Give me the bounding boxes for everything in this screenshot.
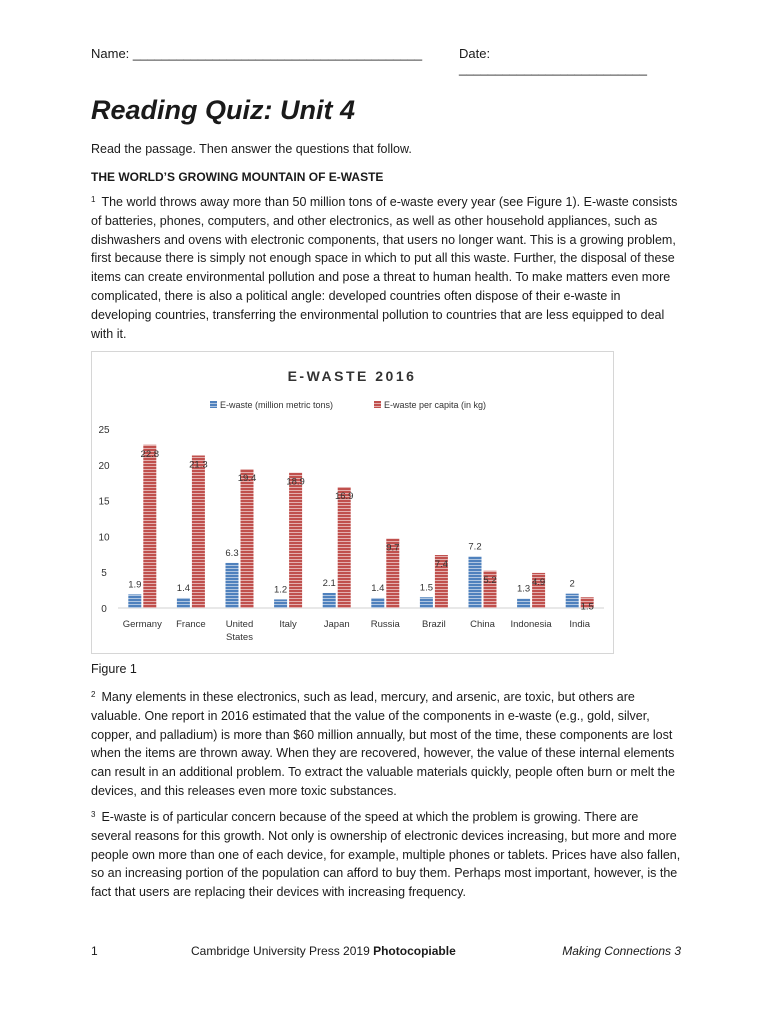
paragraph-text: E-waste is of particular concern because of the speed at which the problem is growing. There are several reasons for this growth. Not only is ownership of electronic devices increasing, but more and more people own more than one of each device, for example, multiple phones or tablets. Prices have also fallen, so an increasing portion of the population can afford to buy them. Perhaps most important, however, is the fact that users are replacing their devices with increasing frequency. xyxy=(91,810,681,900)
paragraph-number: 1 xyxy=(91,195,96,204)
publisher-name: Cambridge University Press 2019 xyxy=(191,944,370,958)
footer-publisher xyxy=(191,944,456,958)
x-tick-label-8: Indonesia xyxy=(510,619,552,630)
passage-title: THE WORLD’S GROWING MOUNTAIN OF E-WASTE xyxy=(91,170,384,184)
header-row xyxy=(91,46,681,76)
data-label-ewaste-5: 1.4 xyxy=(371,582,385,594)
bar-ewaste-2 xyxy=(226,563,239,608)
data-label-ewaste-2: 6.3 xyxy=(225,547,239,559)
x-tick-label-4: Japan xyxy=(323,619,350,630)
name-field-label: Name: ________________________________________ xyxy=(91,46,423,61)
ewaste-chart xyxy=(91,351,614,654)
data-label-ewaste-3: 1.2 xyxy=(273,584,288,596)
bar-ewaste-6 xyxy=(420,597,433,608)
x-tick-label-7: China xyxy=(470,619,495,630)
data-label-per-capita-5: 9.7 xyxy=(386,542,400,554)
x-tick-label-5: Russia xyxy=(370,619,400,630)
page-title: Reading Quiz: Unit 4 xyxy=(91,95,356,125)
bar-ewaste-7 xyxy=(469,556,482,608)
y-tick-label: 10 xyxy=(98,532,110,544)
bar-per-capita-3 xyxy=(289,473,302,608)
y-tick-label: 0 xyxy=(101,604,107,615)
data-label-per-capita-1: 21.3 xyxy=(189,459,208,471)
y-tick-label: 25 xyxy=(98,425,110,436)
photocopiable-label: Photocopiable xyxy=(373,944,456,958)
x-tick-label-9: India xyxy=(569,619,591,630)
data-label-per-capita-7: 5.2 xyxy=(483,574,497,586)
data-label-per-capita-9: 1.5 xyxy=(580,601,594,613)
x-tick-label-1: France xyxy=(176,619,206,630)
bar-ewaste-0 xyxy=(128,594,141,608)
paragraph-text: The world throws away more than 50 million tons of e-waste every year (see Figure 1). E-waste consists of batteries, phones, computers, and other electronics, as well as other household appliances, such as dishwashers and ovens with electronic components, that users no longer want. This is a growing problem, first because there is simply not enough space in which to put all this waste. Further, the disposal of these items can create environmental pollution and pose a threat to human health. To make matters even more complicated, there is also a political angle: developed countries often dispose of their e-waste in developing countries, transferring the environmental pollution to countries that are less equipped to deal with it. xyxy=(91,195,678,341)
footer-page-number: 1 xyxy=(91,944,98,958)
paragraph-1 xyxy=(91,193,681,343)
instructions: Read the passage. Then answer the questions that follow. xyxy=(91,142,412,156)
data-label-ewaste-7: 7.2 xyxy=(468,541,482,553)
figure-caption: Figure 1 xyxy=(91,662,137,676)
legend-label-1: E-waste per capita (in kg) xyxy=(384,400,487,410)
data-label-ewaste-6: 1.5 xyxy=(419,582,434,594)
chart-svg xyxy=(92,352,613,653)
bar-ewaste-9 xyxy=(566,594,579,608)
x-tick-label-6: Brazil xyxy=(422,619,446,630)
bar-ewaste-5 xyxy=(371,598,384,608)
legend-label-0: E-waste (million metric tons) xyxy=(220,400,334,410)
x-tick-label-3: Italy xyxy=(279,619,297,630)
footer xyxy=(91,944,681,960)
bar-per-capita-0 xyxy=(143,445,156,608)
paragraph-3 xyxy=(91,808,681,902)
bar-per-capita-2 xyxy=(241,469,254,608)
data-label-ewaste-9: 2 xyxy=(569,578,575,590)
chart-title: E-WASTE 2016 xyxy=(287,368,417,384)
data-label-ewaste-4: 2.1 xyxy=(322,577,336,589)
x-tick-label-0: Germany xyxy=(122,619,162,630)
bar-per-capita-4 xyxy=(338,487,351,608)
y-tick-label: 5 xyxy=(101,568,107,580)
paragraph-2 xyxy=(91,688,681,801)
data-label-per-capita-0: 22.8 xyxy=(140,448,160,460)
bar-ewaste-3 xyxy=(274,599,287,608)
data-label-per-capita-4: 16.9 xyxy=(334,490,354,502)
bar-per-capita-1 xyxy=(192,455,205,608)
paragraph-text: Many elements in these electronics, such as lead, mercury, and arsenic, are toxic, but others are valuable. One report in 2016 estimated that the value of the components in e-waste (e.g., gold, silver, copper, and palladium) is more than $60 million annually, but most of the time, these components are lost when the items are thrown away. When they are recovered, however, the value of these internal elements can result in an additional problem. To extract the valuable materials quickly, people often burn or melt the devices, and this releases even more toxic substances. xyxy=(91,690,675,798)
bar-ewaste-8 xyxy=(517,599,530,608)
x-tick-label-2: States xyxy=(226,632,253,643)
bar-ewaste-1 xyxy=(177,598,190,608)
data-label-ewaste-8: 1.3 xyxy=(516,583,531,595)
data-label-ewaste-0: 1.9 xyxy=(128,579,142,591)
paragraph-number: 2 xyxy=(91,690,96,699)
data-label-per-capita-3: 18.9 xyxy=(286,476,305,488)
x-tick-label-2: United xyxy=(225,619,254,630)
paragraph-number: 3 xyxy=(91,810,96,819)
bar-ewaste-4 xyxy=(323,593,336,608)
date-field-label: Date: __________________________ xyxy=(459,46,647,76)
y-tick-label: 15 xyxy=(98,496,110,508)
legend-swatch-0 xyxy=(210,401,217,408)
footer-book-title: Making Connections 3 xyxy=(562,944,681,958)
data-label-per-capita-2: 19.4 xyxy=(237,473,257,485)
data-label-per-capita-6: 7.4 xyxy=(434,559,449,571)
data-label-per-capita-8: 4.9 xyxy=(531,576,546,588)
y-tick-label: 20 xyxy=(98,460,110,472)
legend-swatch-1 xyxy=(374,401,381,408)
data-label-ewaste-1: 1.4 xyxy=(176,582,191,594)
